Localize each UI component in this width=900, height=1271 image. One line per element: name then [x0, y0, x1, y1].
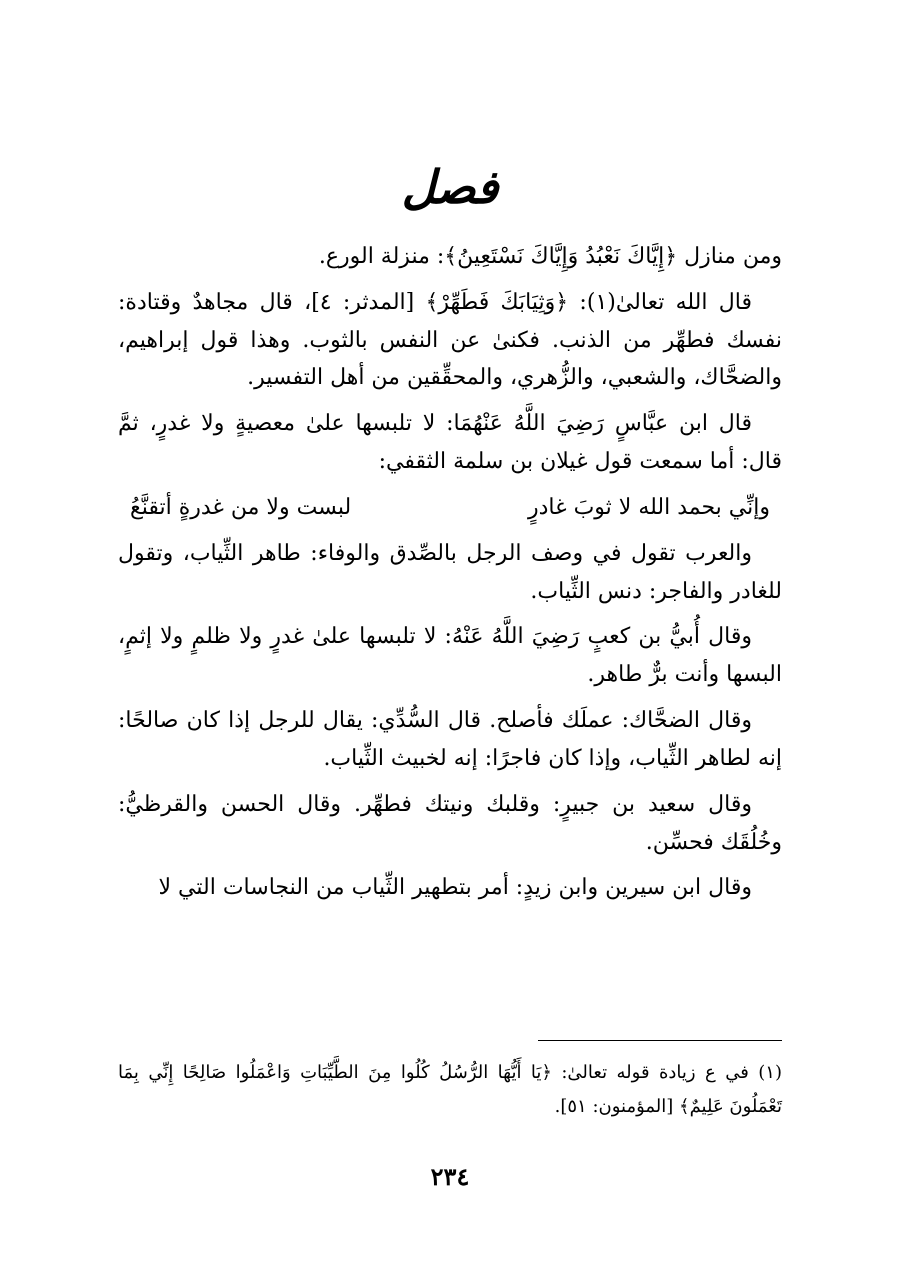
- poetry-verse: [118, 489, 782, 527]
- paragraph-intro: ومن منازل ﴿إِيَّاكَ نَعْبُدُ وَإِيَّاكَ نَسْتَعِينُ﴾: منزلة الورع.: [318, 244, 782, 269]
- paragraph-verse-quote: قال الله تعالىٰ(١): ﴿وَثِيَابَكَ فَطَهِّرْ﴾ [المدثر: ٤]، قال مجاهدٌ وقتادة: نفسك فطهِّر من الذنب. فكنىٰ عن النفس بالثوب. وهذا قول إبراهيم، والضحَّاك، والشعبي، والزُّهري، والمحقِّقين من أهل التفسير.: [118, 289, 782, 391]
- paragraph-dahhak: وقال الضحَّاك: عملَك فأصلح. قال السُّدِّي: يقال للرجل إذا كان صالحًا: إنه لطاهر الثِّياب، وإذا كان فاجرًا: إنه لخبيث الثِّياب.: [118, 708, 782, 771]
- paragraph-ubayy: وقال أُبيُّ بن كعبٍ رَضِيَ اللَّهُ عَنْهُ: لا تلبسها علىٰ غدرٍ ولا ظلمٍ ولا إثمٍ، البسها وأنت برٌّ طاهر.: [118, 624, 782, 688]
- paragraph-said: وقال سعيد بن جبيرٍ: وقلبك ونيتك فطهِّر. وقال الحسن والقرظيُّ: وخُلُقَك فحسِّن.: [118, 791, 782, 855]
- paragraph-arabs: والعرب تقول في وصف الرجل بالصِّدق والوفاء: طاهر الثِّياب، وتقول للغادر والفاجر: دنس الثِّياب.: [118, 540, 782, 604]
- verse-second-hemistich: لبست ولا من غدرةٍ أتقنَّعُ: [130, 494, 352, 520]
- footnote: (١) في ع زيادة قوله تعالىٰ: ﴿يَا أَيُّهَا الرُّسُلُ كُلُوا مِنَ الطَّيِّبَاتِ وَاعْمَلُوا صَالِحًا إِنِّي بِمَا تَعْمَلُونَ عَلِيمٌ﴾ [المؤمنون: ٥١].: [118, 1062, 782, 1118]
- paragraph-ibn-abbas: قال ابن عبَّاسٍ رَضِيَ اللَّهُ عَنْهُمَا: لا تلبسها علىٰ معصيةٍ ولا غدرٍ، ثمَّ قال: أما سمعت قول غيلان بن سلمة الثقفي:: [118, 411, 782, 475]
- verse-first-hemistich: وإنِّي بحمد الله لا ثوبَ غادرٍ: [527, 494, 770, 520]
- section-title: فصل: [401, 160, 499, 214]
- page-number: ٢٣٤: [430, 1162, 470, 1191]
- footnote-separator: [538, 1040, 782, 1041]
- paragraph-ibn-sirin: وقال ابن سيرين وابن زيدٍ: أمر بتطهير الثِّياب من النجاسات التي لا: [158, 875, 752, 901]
- main-text: [118, 238, 782, 915]
